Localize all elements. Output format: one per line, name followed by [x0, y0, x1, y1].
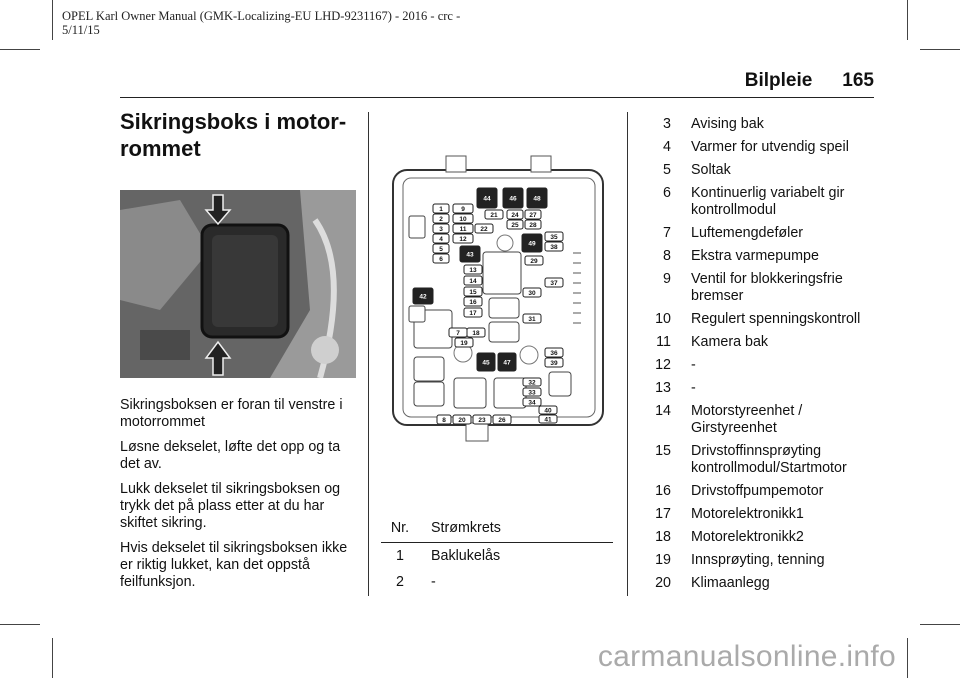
fuse-circuit: Kontinuerlig variabelt gir kontrollmodul [691, 185, 845, 218]
fuse-label: 25 [511, 222, 519, 229]
engine-bay-photo [120, 190, 356, 378]
fuse-circuit: Motorelektronikk2 [691, 529, 804, 545]
list-item [639, 248, 889, 265]
fuse-label: 14 [469, 278, 477, 285]
fuse-number: 6 [663, 185, 671, 201]
fuse-label: 15 [469, 289, 477, 296]
section-heading [120, 108, 356, 162]
paragraph: Hvis dekselet til sikringsboksen ikke er riktig lukket, kan det oppstå feilfunksjon. [120, 540, 348, 590]
fuse-label: 49 [528, 240, 536, 248]
document-meta [62, 9, 542, 37]
list-item [639, 575, 889, 592]
list-item [639, 483, 889, 500]
fuse-label: 16 [469, 299, 477, 306]
fuse-number: 16 [655, 483, 671, 499]
meta-line-1: OPEL Karl Owner Manual (GMK-Localizing-EU LHD-9231167) - 2016 - crc - [62, 9, 461, 23]
fuse-number: 20 [655, 575, 671, 591]
fuse-label: 41 [544, 416, 552, 424]
fuse-number: 13 [655, 380, 671, 396]
chapter-title: Bilpleie [744, 70, 813, 91]
fuse-label: 9 [461, 206, 465, 213]
crop-mark [907, 638, 908, 678]
fuse-label: 3 [439, 226, 443, 233]
running-head [745, 70, 874, 92]
fuse-label: 11 [459, 226, 467, 233]
fuse-label: 7 [456, 330, 460, 337]
meta-line-2: 5/11/15 [62, 23, 100, 37]
fuse-number: 5 [663, 162, 671, 178]
fuse-label: 20 [458, 417, 466, 424]
header-rule [120, 97, 874, 98]
fuse-list [639, 116, 889, 598]
crop-mark [0, 624, 40, 625]
table-header-circuit: Strømkrets [431, 520, 501, 536]
paragraph: Løsne dekselet, løfte det opp og ta det av. [120, 439, 341, 472]
list-item [639, 311, 889, 328]
crop-mark [0, 49, 40, 50]
fuse-number: 3 [663, 116, 671, 132]
fuse-label: 4 [439, 236, 443, 243]
list-item [639, 443, 889, 477]
fuse-label: 47 [503, 359, 511, 367]
list-item [639, 380, 889, 397]
list-item [639, 225, 889, 242]
fuse-circuit: Luftemengdeføler [691, 225, 804, 241]
table-row [381, 543, 613, 569]
fuse-circuit: Regulert spenningskontroll [691, 311, 861, 327]
fuse-number: 15 [655, 443, 671, 459]
table-header-nr: Nr. [390, 520, 410, 536]
fuse-box-diagram [381, 148, 613, 463]
list-item [639, 271, 889, 305]
fuse-label: 18 [472, 330, 480, 337]
fuse-number: 17 [655, 506, 671, 522]
fuse-label: 44 [483, 195, 491, 203]
fuse-label: 45 [482, 359, 490, 367]
fuse-number: 12 [655, 357, 671, 373]
fuse-label: 30 [528, 290, 536, 297]
watermark: carmanualsonline.info [597, 640, 896, 673]
fuse-label: 43 [466, 251, 474, 259]
fuse-label: 12 [459, 236, 467, 243]
fuse-label: 35 [550, 234, 558, 241]
fuse-circuit: Drivstoffinnsprøyting kontrollmodul/Startmotor [691, 443, 847, 476]
fuse-circuit: Avising bak [691, 116, 764, 132]
fuse-label: 8 [442, 417, 446, 424]
fuse-number: 10 [655, 311, 671, 327]
column-divider [368, 112, 369, 596]
list-item [639, 334, 889, 351]
fuse-circuit: Kamera bak [691, 334, 769, 350]
fuse-label: 37 [550, 280, 558, 287]
fuse-number: 7 [663, 225, 671, 241]
fuse-label: 46 [509, 195, 517, 203]
fuse-label: 19 [460, 340, 468, 347]
section-heading-line-1: Sikringsboks i motor- [120, 109, 347, 134]
fuse-number: 1 [396, 548, 404, 564]
text-column-1 [120, 108, 356, 599]
fuse-label: 42 [419, 293, 427, 301]
fuse-number: 14 [655, 403, 671, 419]
crop-mark [920, 49, 960, 50]
crop-mark [52, 0, 53, 40]
fuse-number: 9 [663, 271, 671, 287]
fuse-label: 5 [439, 246, 443, 253]
fuse-label: 39 [550, 360, 558, 367]
fuse-circuit: Motorstyreenhet / Girstyreenhet [691, 403, 803, 436]
list-item [639, 552, 889, 569]
fuse-circuit: Klimaanlegg [691, 575, 770, 591]
fuse-label: 21 [490, 212, 498, 219]
list-item [639, 529, 889, 546]
fuse-number: 4 [663, 139, 671, 155]
fuse-circuit: - [431, 574, 436, 590]
fuse-label: 22 [480, 226, 488, 233]
fuse-label: 34 [528, 399, 536, 407]
fuse-label: 31 [528, 316, 536, 323]
fuse-label: 1 [439, 206, 443, 213]
fuse-label: 32 [528, 379, 536, 387]
fuse-label: 13 [469, 267, 477, 274]
fuse-circuit: - [691, 380, 696, 396]
fuse-circuit: Drivstoffpumpemotor [691, 483, 824, 499]
crop-mark [907, 0, 908, 40]
fuse-label: 23 [478, 417, 486, 424]
fuse-number: 8 [663, 248, 671, 264]
fuse-circuit: Baklukelås [431, 548, 501, 564]
fuse-label: 27 [529, 212, 537, 219]
fuse-label: 48 [533, 195, 541, 203]
fuse-label: 17 [469, 310, 477, 317]
fuse-circuit: Varmer for utvendig speil [691, 139, 849, 155]
fuse-label: 24 [511, 212, 519, 219]
fuse-circuit: Motorelektronikk1 [691, 506, 804, 522]
fuse-table [381, 520, 613, 595]
fuse-label: 33 [528, 389, 536, 397]
fuse-circuit: Ventil for blokkeringsfrie bremser [691, 271, 843, 304]
table-row [381, 569, 613, 595]
column-divider [627, 112, 628, 596]
fuse-number: 11 [656, 334, 671, 350]
list-item [639, 185, 889, 219]
fuse-label: 28 [529, 222, 537, 229]
table-header [381, 520, 613, 543]
list-item [639, 139, 889, 156]
fuse-number: 19 [655, 552, 671, 568]
paragraph: Sikringsboksen er foran til venstre i motorrommet [120, 397, 343, 430]
fuse-number: 2 [396, 574, 404, 590]
fuse-circuit: Innsprøyting, tenning [691, 552, 825, 568]
crop-mark [52, 638, 53, 678]
fuse-circuit: Ekstra varmepumpe [691, 248, 819, 264]
list-item [639, 162, 889, 179]
fuse-label: 29 [530, 258, 538, 265]
fuse-label: 6 [439, 256, 443, 263]
page-number: 165 [842, 70, 874, 91]
fuse-label: 2 [439, 216, 443, 223]
paragraph: Lukk dekselet til sikringsboksen og trykk det på plass etter at du har skiftet sikring. [120, 481, 341, 531]
fuse-number: 18 [655, 529, 671, 545]
fuse-circuit: Soltak [691, 162, 731, 178]
fuse-label: 36 [550, 350, 558, 357]
fuse-label: 38 [550, 244, 558, 251]
crop-mark [920, 624, 960, 625]
fuse-circuit: - [691, 357, 696, 373]
fuse-label: 40 [544, 407, 552, 415]
section-heading-line-2: rommet [120, 136, 201, 161]
fuse-label: 26 [498, 417, 506, 424]
list-item [639, 357, 889, 374]
list-item [639, 403, 889, 437]
list-item [639, 116, 889, 133]
fuse-label: 10 [459, 216, 467, 223]
list-item [639, 506, 889, 523]
